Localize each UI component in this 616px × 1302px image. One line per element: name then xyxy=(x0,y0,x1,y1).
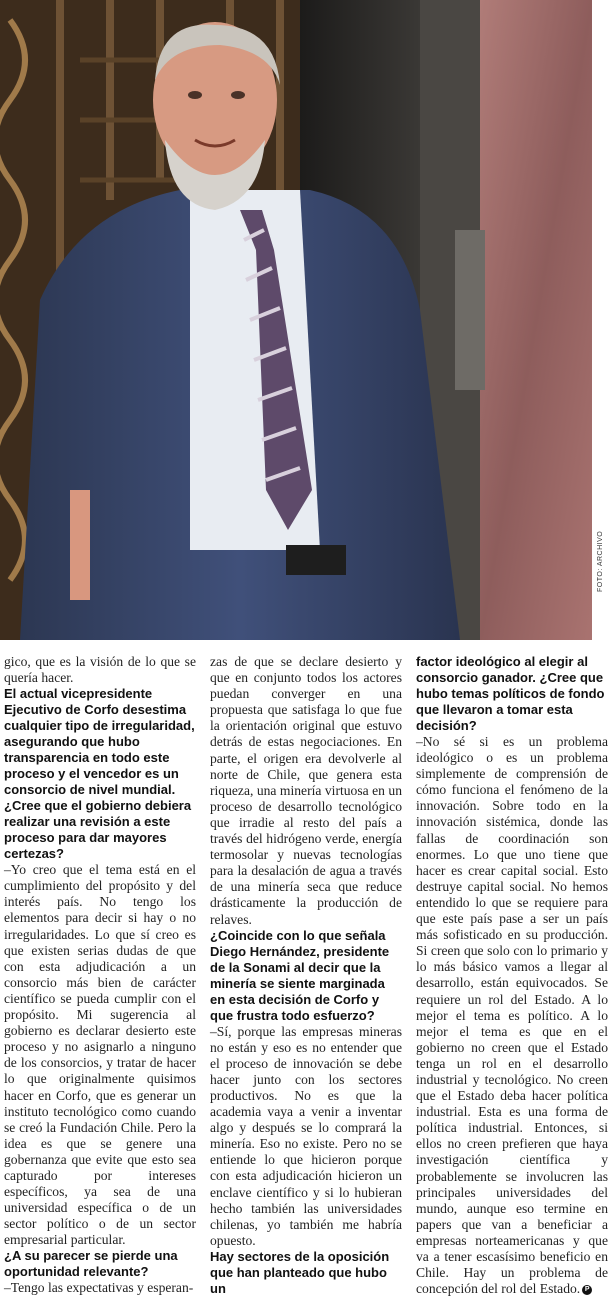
end-mark-icon: P xyxy=(582,1285,592,1295)
interview-answer xyxy=(416,734,608,1297)
portrait-illustration xyxy=(0,0,592,640)
interview-answer: –Yo creo que el tema está en el cumplimiento del propósito y del interés país. No tengo los elementos para decir si hay o no irregularidades. Lo que sí creo es que existen serias dudas de que con esta adjudicación a un consorcio más bien de carácter científico se pueda cumplir con el propósito. Mi sugerencia al gobierno es declarar desierto este proceso y no asignarlo a ninguno de los consorcios, y tratar de hacer lo que originalmente quisimos hacer en Corfo, que es generar un instituto tecnológico como cuando se creó la Fundación Chile. Pero la idea es que se genere una gobernanza que evite que esto sea capturado por intereses específicos, ya sea de una universidad específica o de un sector político o de un sector empresarial particular. xyxy=(4,862,196,1248)
photo-credit: FOTO: ARCHIVO xyxy=(597,530,604,592)
interview-question: Hay sectores de la oposición que han planteado que hubo un xyxy=(210,1248,390,1296)
interview-answer: –Sí, porque las empresas mineras no están y eso es no entender que el proceso de innovación se debe hacer junto con los sectores productivos. No es que la academia vaya a venir a inventar algo y después se lo comprará la minería. Eso no existe. Pero no se entiende lo que hicieron porque con esta adjudicación hicieron un enclave científico y si lo hubieran hecho también las universidades chilenas, yo también me habría opuesto. xyxy=(210,1023,402,1248)
article-photo xyxy=(0,0,592,640)
interview-question: ¿Coincide con lo que señala Diego Hernández, presidente de la Sonami al decir que la minería se siente marginada en esta decisión de Corfo y que frustra todo esfuerzo? xyxy=(210,927,390,1023)
article-column-3 xyxy=(416,654,608,1297)
paragraph: gico, que es la visión de lo que se quería hacer. xyxy=(4,654,196,686)
interview-question: factor ideológico al elegir al consorcio ganador. ¿Cree que hubo temas políticos de fondo que llevaron a tomar esta decisión? xyxy=(416,654,605,733)
interview-answer: zas de que se declare desierto y que en conjunto todos los actores puedan converger en una propuesta que satisfaga lo que fue la orientación original que estuvo detrás de estas negociaciones. En parte, el origen era devolverle al norte de Chile, que genera esta riqueza, una minería virtuosa en un proceso de desarrollo tecnológico que irradie al resto del país a través del hidrógeno verde, energía termosolar y nuevas tecnologías para la desalación de agua a través de una minería seca que reduce drásticamente la producción de relaves. xyxy=(210,654,402,927)
interview-answer: –Tengo las expectativas y esperan- xyxy=(4,1280,194,1296)
article-body xyxy=(4,654,608,1297)
article-column-1 xyxy=(4,654,196,1294)
interview-question: El actual vicepresidente Ejecutivo de Corfo desestima cualquier tipo de irregularidad, asegurando que hubo transparencia en todo este proceso y el vencedor es un consorcio de nivel mundial. ¿Cree que el gobierno debiera realizar una revisión a este proceso para dar mayores certezas? xyxy=(4,686,195,862)
interview-question: ¿A su parecer se pierde una oportunidad relevante? xyxy=(4,1248,178,1280)
article-column-2 xyxy=(210,654,402,1294)
answer-text: –No sé si es un problema ideológico o es un problema simplemente de comprensión de cómo funciona el fenómeno de la innovación. Sobre todo en la innovación sistémica, donde las fallas de coordinación son enormes. Lo que uno tiene que hacer es crear capital social. Esto destruye capital social. No hemos entendido lo que se requiere para que este país pase a ser un país más sofisticado en su producción. Si creen que solo con lo primario y lo más básico vamos a llegar al desarrollo, están equivocados. Se requiere un rol del Estado. A lo mejor el tema es político. A lo mejor el tema es que en el gobierno no creen que el Estado tenga un rol en el desarrollo industrial y tecnológico. No creen que el Estado deba hacer política industrial. Esta es una forma de política industrial. Entonces, si ellos no creen prefieren que haya investigación científica y probablemente se involucren las principales universidades del mundo, aunque eso termine en papers que van a beneficiar a empresas norteamericanas y que va a tener escasísimo beneficio en Chile. Hay un problema de concepción del rol del Estado. xyxy=(416,734,608,1297)
